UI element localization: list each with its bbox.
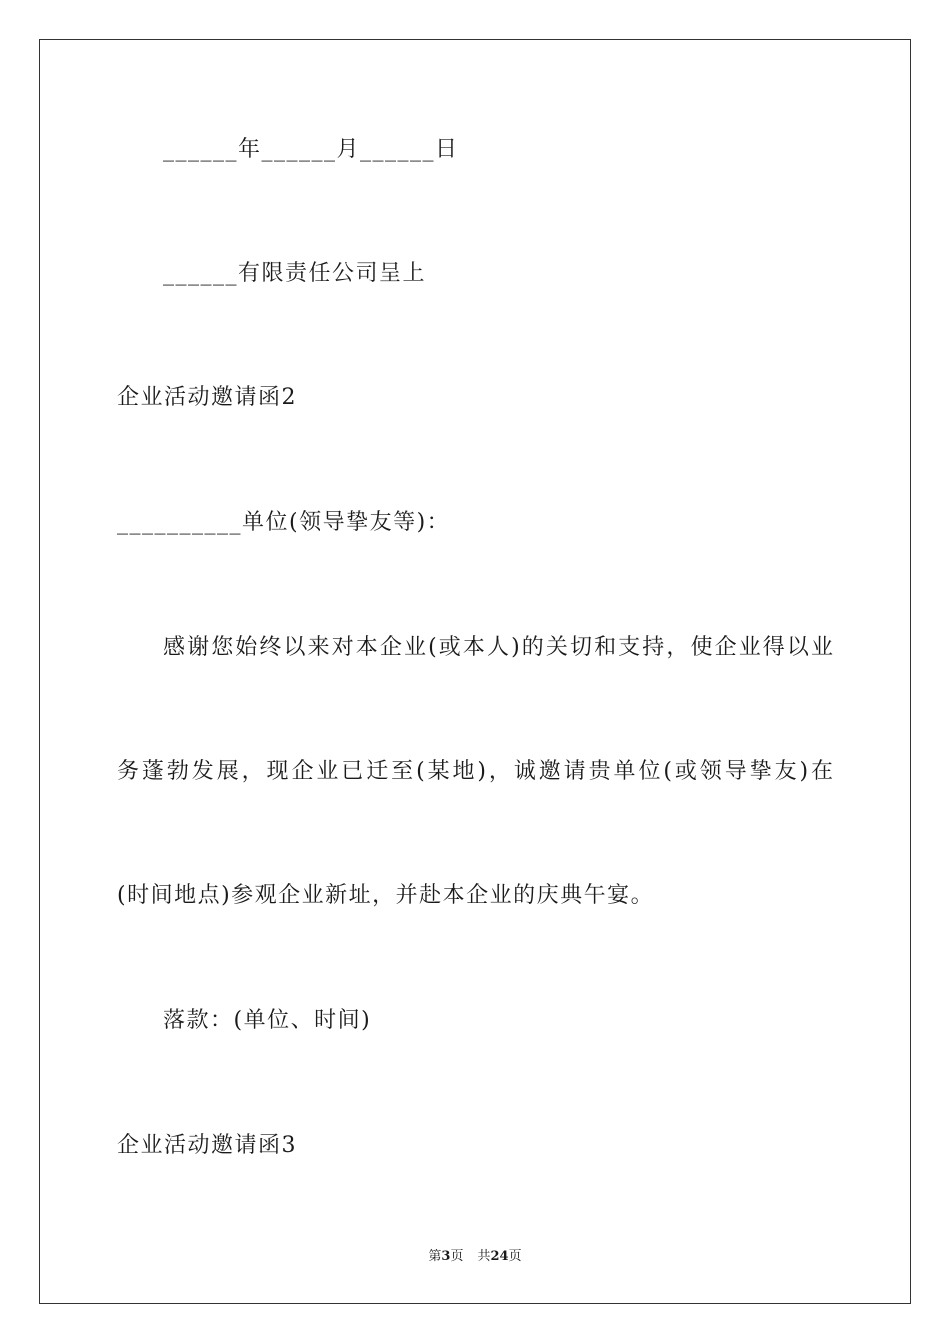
page-prefix: 第 <box>428 1249 442 1264</box>
total-pages: 24 <box>490 1249 509 1264</box>
page-number: 3 <box>441 1249 451 1264</box>
body-paragraph-line-1: 感谢您始终以来对本企业(或本人)的关切和支持，使企业得以业 <box>163 635 833 660</box>
body-paragraph-line-2: 务蓬勃发展，现企业已迁至(某地)，诚邀请贵单位(或领导挚友)在 <box>117 759 833 784</box>
page-border <box>39 39 911 1304</box>
page-suffix: 页 <box>450 1249 464 1264</box>
section-heading-3: 企业活动邀请函3 <box>117 1133 297 1158</box>
body-paragraph-line-3: (时间地点)参观企业新址，并赴本企业的庆典午宴。 <box>117 883 655 908</box>
date-line: ______年______月______日 <box>163 137 459 162</box>
closing-line: 落款：(单位、时间) <box>163 1008 372 1033</box>
salutation-line: __________单位(领导挚友等)： <box>117 510 451 535</box>
page-footer <box>0 1248 950 1266</box>
total-prefix: 共 <box>477 1249 491 1264</box>
signature-line: ______有限责任公司呈上 <box>163 261 427 286</box>
section-heading-2: 企业活动邀请函2 <box>117 385 297 410</box>
total-suffix: 页 <box>508 1249 522 1264</box>
